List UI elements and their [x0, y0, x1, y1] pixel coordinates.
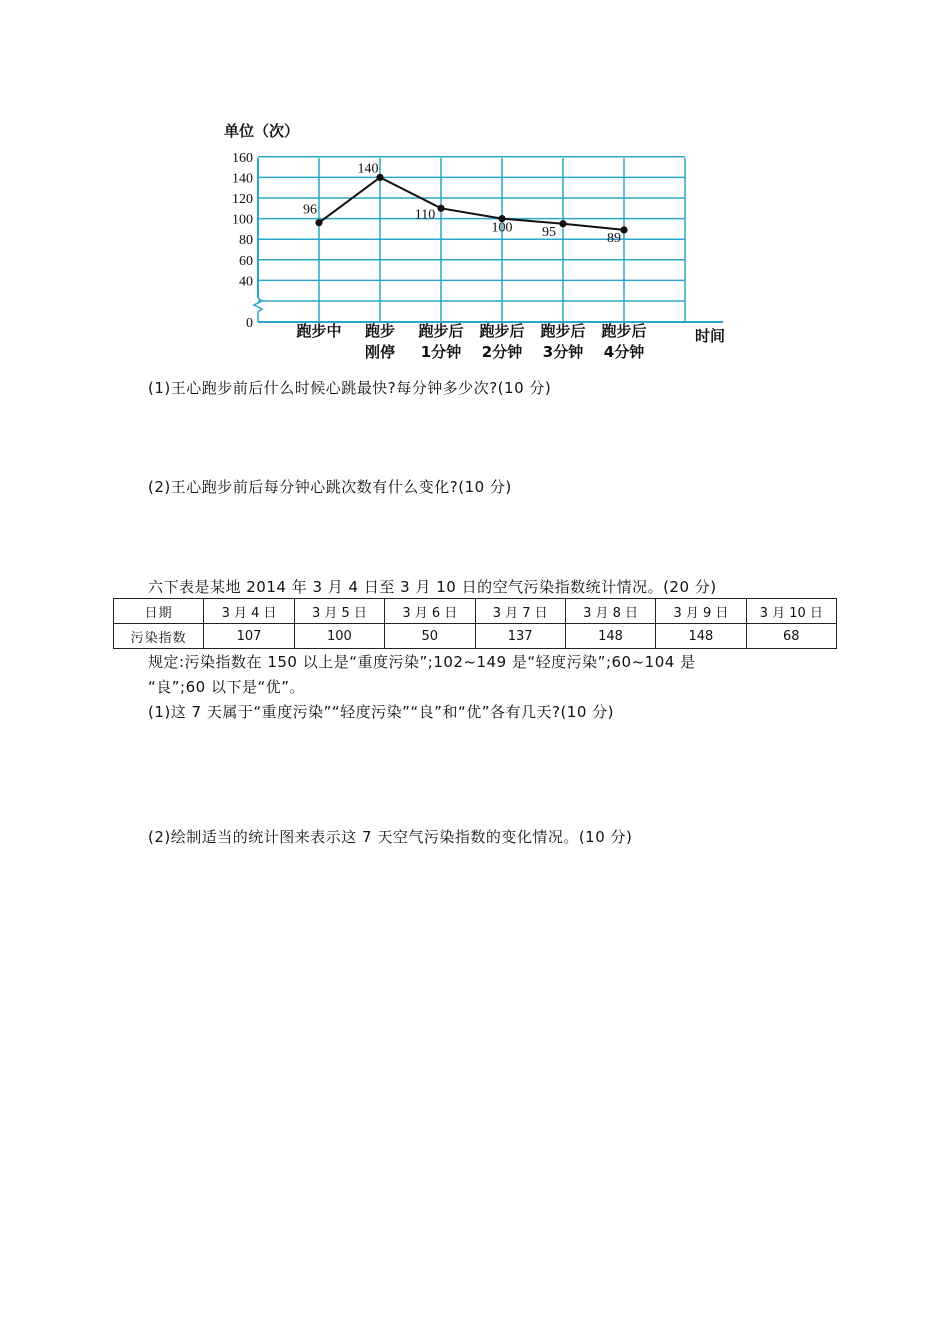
data-label: 89 — [607, 230, 621, 246]
table-row — [114, 624, 837, 649]
table-date-cell: 3 月 9 日 — [656, 599, 746, 624]
table-date-cell: 3 月 6 日 — [385, 599, 475, 624]
x-axis-title: 时间 — [695, 327, 726, 345]
x-tick-label: 跑步后 — [418, 322, 464, 340]
x-tick-label: 1分钟 — [420, 343, 462, 361]
data-point — [437, 205, 444, 212]
data-label: 110 — [414, 207, 436, 223]
table-value-cell: 68 — [746, 624, 836, 649]
table-value-cell: 107 — [204, 624, 294, 649]
table-header-date: 日期 — [114, 599, 204, 624]
data-label: 100 — [491, 220, 513, 236]
y-tick-label: 100 — [232, 212, 253, 228]
x-tick-label: 2分钟 — [481, 343, 523, 361]
y-tick-label: 120 — [232, 192, 253, 207]
rule-line-1: 规定:污染指数在 150 以上是“重度污染”;102~149 是“轻度污染”;60~104 是 — [148, 653, 696, 671]
data-point — [559, 220, 566, 227]
table-date-cell: 3 月 7 日 — [475, 599, 565, 624]
heart-rate-line-chart — [220, 112, 740, 367]
x-tick-label: 跑步后 — [540, 322, 586, 340]
table-date-cell: 3 月 4 日 — [204, 599, 294, 624]
table-value-cell: 50 — [385, 624, 475, 649]
table-intro: 六下表是某地 2014 年 3 月 4 日至 3 月 10 日的空气污染指数统计情况。(20 分) — [148, 578, 717, 596]
y-tick-label: 60 — [239, 253, 253, 269]
y-tick-label: 40 — [239, 274, 253, 290]
table-date-cell: 3 月 8 日 — [565, 599, 655, 624]
data-point — [620, 226, 627, 233]
y-tick-label: 160 — [232, 150, 253, 166]
data-label: 95 — [542, 224, 556, 240]
series-line — [319, 177, 624, 230]
question-2-2: (2)绘制适当的统计图来表示这 7 天空气污染指数的变化情况。(10 分) — [148, 828, 633, 846]
table-date-cell: 3 月 10 日 — [746, 599, 836, 624]
rule-line-2: “良”;60 以下是“优”。 — [148, 678, 305, 696]
x-tick-label: 跑步中 — [296, 322, 342, 340]
x-tick-label: 刚停 — [364, 343, 396, 361]
table-value-cell: 148 — [565, 624, 655, 649]
table-header-index: 污染指数 — [114, 624, 204, 649]
y-tick-label: 140 — [232, 171, 253, 187]
x-tick-label: 4分钟 — [603, 343, 645, 361]
x-tick-label: 3分钟 — [542, 343, 584, 361]
x-tick-label: 跑步后 — [601, 322, 647, 340]
table-value-cell: 137 — [475, 624, 565, 649]
table-date-cell: 3 月 5 日 — [294, 599, 384, 624]
x-tick-label: 跑步后 — [479, 322, 525, 340]
data-label: 140 — [357, 161, 379, 177]
data-point — [315, 219, 322, 226]
table-row — [114, 599, 837, 624]
y-tick-label: 80 — [239, 233, 253, 249]
y-tick-label: 0 — [246, 316, 253, 331]
table-value-cell: 148 — [656, 624, 746, 649]
data-label: 96 — [303, 202, 317, 218]
x-tick-label: 跑步 — [364, 322, 396, 340]
question-2-1: (1)这 7 天属于“重度污染”“轻度污染”“良”和“优”各有几天?(10 分) — [148, 703, 615, 721]
question-1-1: (1)王心跑步前后什么时候心跳最快?每分钟多少次?(10 分) — [148, 379, 552, 397]
pollution-table — [113, 598, 837, 649]
y-axis-title: 单位（次） — [224, 122, 300, 140]
question-1-2: (2)王心跑步前后每分钟心跳次数有什么变化?(10 分) — [148, 478, 512, 496]
table-value-cell: 100 — [294, 624, 384, 649]
